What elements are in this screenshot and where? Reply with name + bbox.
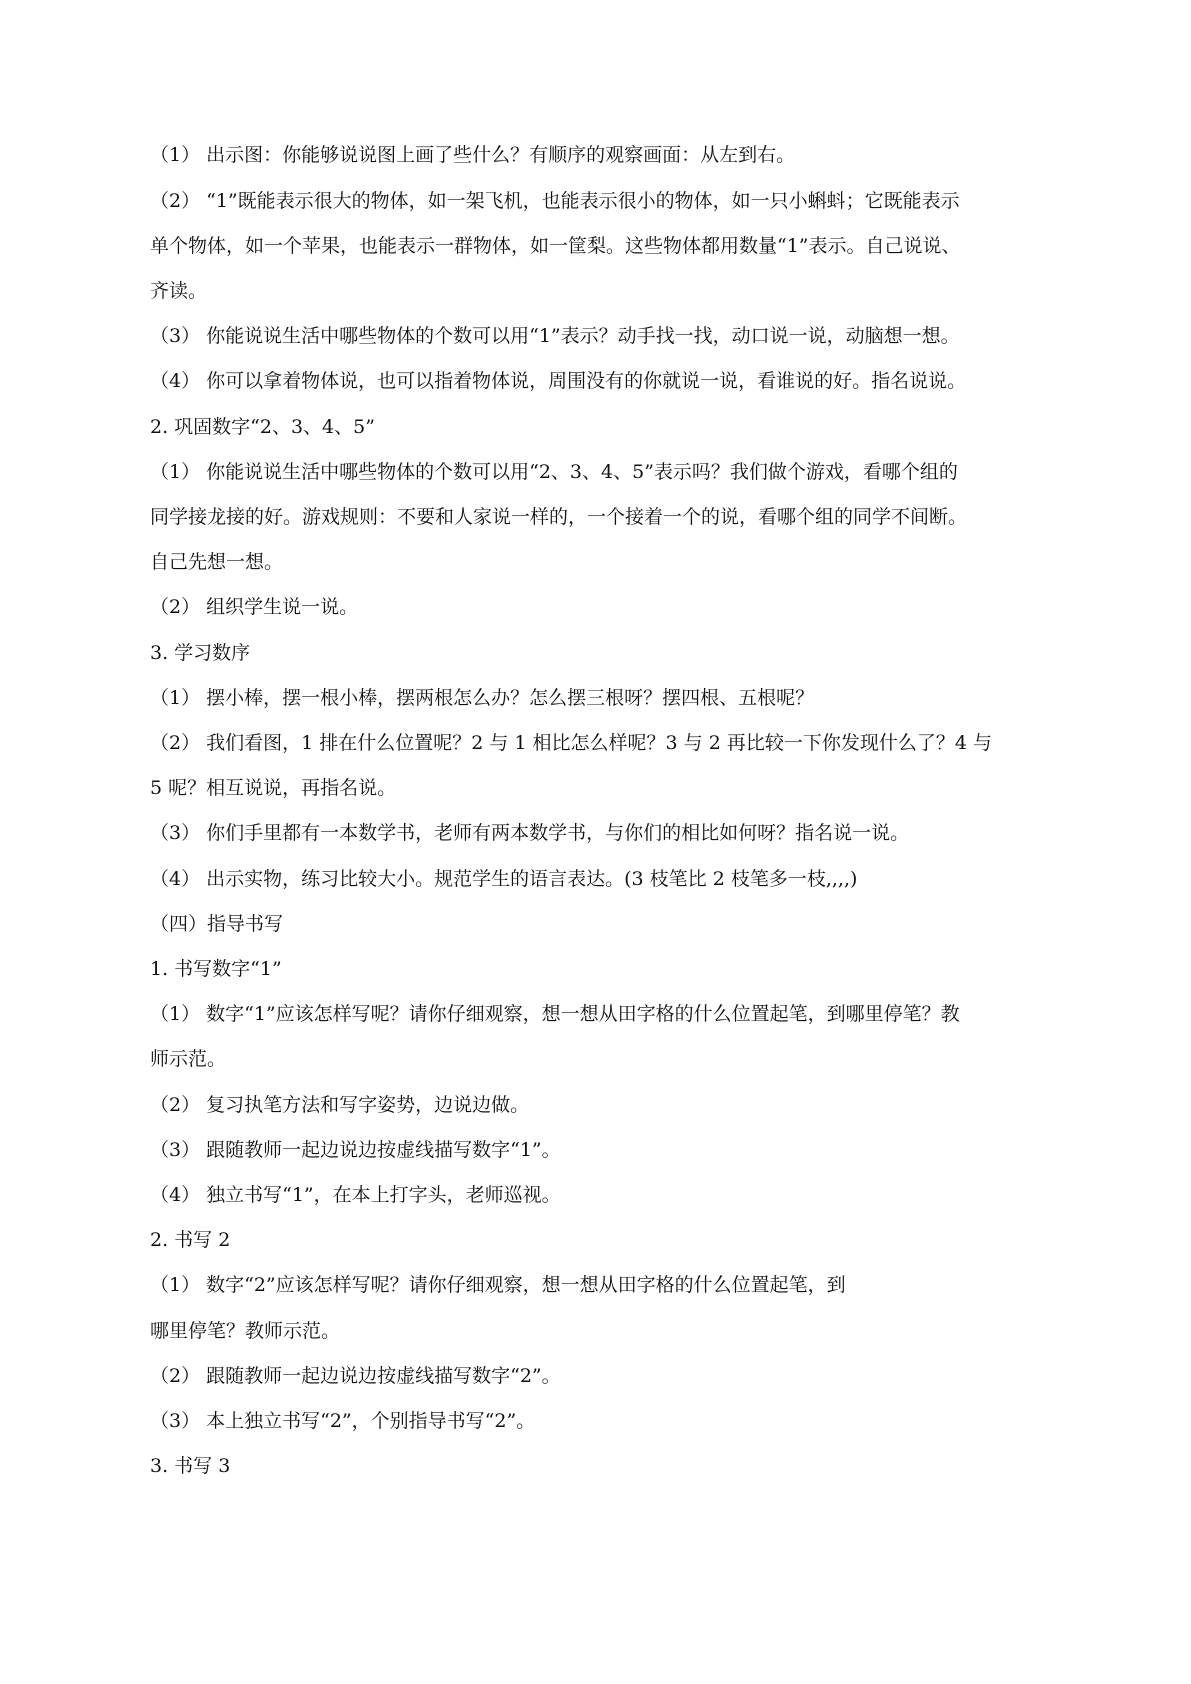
text-line: （1） 你能说说生活中哪些物体的个数可以用“2、3、4、5”表示吗？我们做个游戏，看哪个组的	[150, 461, 958, 483]
text-line: （4） 出示实物，练习比较大小。规范学生的语言表达。(3 枝笔比 2 枝笔多一枝,,,,)	[150, 868, 858, 890]
text-line: （2） 跟随教师一起边说边按虚线描写数字“2”。	[150, 1365, 561, 1387]
section-heading: 3. 学习数序	[150, 642, 251, 664]
section-heading: （四）指导书写	[150, 913, 284, 935]
text-line: 师示范。	[150, 1048, 227, 1070]
text-line: 自己先想一想。	[150, 551, 284, 573]
text-line: （3） 你们手里都有一本数学书，老师有两本数学书，与你们的相比如何呀？指名说一说。	[150, 822, 910, 844]
section-heading: 3. 书写 3	[150, 1455, 231, 1477]
text-line: （3） 你能说说生活中哪些物体的个数可以用“1”表示？动手找一找，动口说一说，动脑想一想。	[150, 325, 960, 347]
text-line: （2） 我们看图，1 排在什么位置呢？2 与 1 相比怎么样呢？3 与 2 再比较一下你发现什么了？4 与	[150, 732, 992, 754]
text-line: 哪里停笔？教师示范。	[150, 1320, 341, 1342]
text-line: 齐读。	[150, 280, 208, 302]
text-line: （1） 出示图：你能够说说图上画了些什么？有顺序的观察画面：从左到右。	[150, 144, 796, 166]
text-line: （4） 独立书写“1”，在本上打字头，老师巡视。	[150, 1184, 561, 1206]
text-line: （1） 数字“2”应该怎样写呢？请你仔细观察，想一想从田字格的什么位置起笔，到	[150, 1274, 846, 1296]
section-heading: 2. 书写 2	[150, 1229, 231, 1251]
text-line: （3） 跟随教师一起边说边按虚线描写数字“1”。	[150, 1139, 561, 1161]
section-heading: 2. 巩固数字“2、3、4、5”	[150, 416, 375, 438]
text-line: 单个物体，如一个苹果，也能表示一群物体，如一筐梨。这些物体都用数量“1”表示。自己说说、	[150, 235, 961, 257]
text-line: （4） 你可以拿着物体说，也可以指着物体说，周围没有的你就说一说，看谁说的好。指名说说。	[150, 370, 967, 392]
text-line: 同学接龙接的好。游戏规则：不要和人家说一样的，一个接着一个的说，看哪个组的同学不间断。	[150, 506, 968, 528]
text-line: （1） 摆小棒，摆一根小棒，摆两根怎么办？怎么摆三根呀？摆四根、五根呢？	[150, 687, 815, 709]
section-heading: 1. 书写数字“1”	[150, 958, 282, 980]
text-line: （2） 复习执笔方法和写字姿势，边说边做。	[150, 1094, 530, 1116]
text-line: （1） 数字“1”应该怎样写呢？请你仔细观察，想一想从田字格的什么位置起笔，到哪里停笔？教	[150, 1003, 960, 1025]
text-line: （2） 组织学生说一说。	[150, 596, 359, 618]
text-line: （3） 本上独立书写“2”，个别指导书写“2”。	[150, 1410, 536, 1432]
text-line: 5 呢？相互说说，再指名说。	[150, 777, 397, 799]
text-line: （2） “1”既能表示很大的物体，如一架飞机，也能表示很小的物体，如一只小蝌蚪；它既能表示	[150, 190, 960, 212]
